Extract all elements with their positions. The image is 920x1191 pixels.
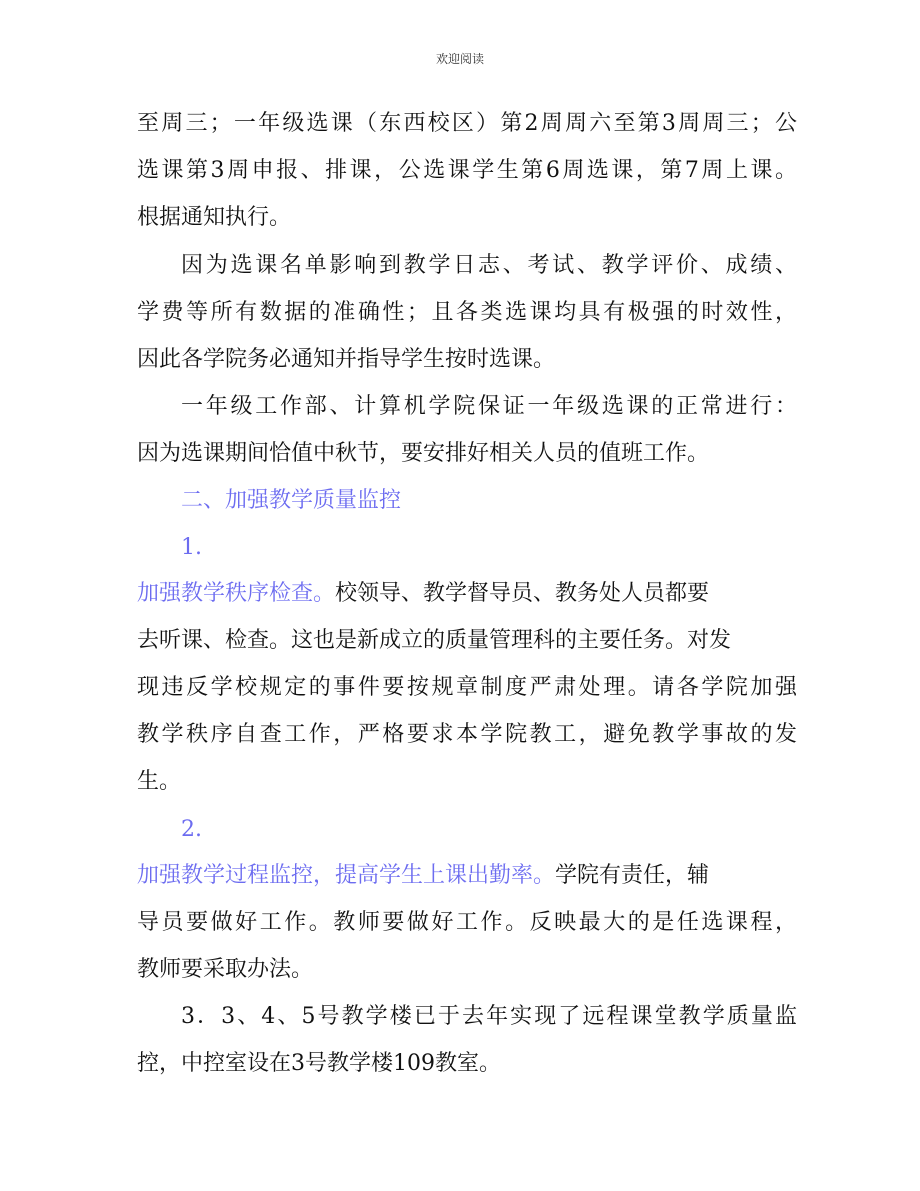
section-heading-2: 二、加强教学质量监控 [181, 488, 402, 513]
item-3-line-1: 3．3、4、5号教学楼已于去年实现了远程课堂教学质量监 [181, 1004, 797, 1029]
paragraph-1-line-1: 至周三；一年级选课（东西校区）第2周周六至第3周周三；公 [137, 111, 797, 136]
item-3-line-2: 控，中控室设在3号教学楼109教室。 [137, 1051, 501, 1076]
item-1-line-3: 现违反学校规定的事件要按规章制度严肃处理。请各学院加强 [137, 675, 797, 700]
item-2-number: 2. [181, 817, 202, 842]
item-1-line-5: 生。 [137, 769, 182, 794]
item-2-line-3: 教师要采取办法。 [137, 957, 314, 982]
item-1-title: 加强教学秩序检查。 [137, 581, 336, 606]
page-header: 欢迎阅读 [435, 52, 484, 66]
item-1-line-4: 教学秩序自查工作，严格要求本学院教工，避免教学事故的发 [137, 722, 797, 747]
item-2-line-1: 加强教学过程监控，提高学生上课出勤率。学院有责任，辅 [137, 863, 710, 888]
paragraph-3-line-2: 因为选课期间恰值中秋节，要安排好相关人员的值班工作。 [137, 441, 710, 466]
item-2-line-2: 导员要做好工作。教师要做好工作。反映最大的是任选课程， [137, 910, 797, 935]
paragraph-1-line-3: 根据通知执行。 [137, 205, 292, 230]
paragraph-2-line-2: 学费等所有数据的准确性；且各类选课均具有极强的时效性， [137, 300, 797, 325]
item-1-number: 1. [181, 535, 202, 560]
item-1-line-1: 加强教学秩序检查。校领导、教学督导员、教务处人员都要 [137, 581, 710, 606]
paragraph-2-line-3: 因此各学院务必通知并指导学生按时选课。 [137, 347, 556, 372]
paragraph-2-line-1: 因为选课名单影响到教学日志、考试、教学评价、成绩、 [181, 253, 797, 278]
item-2-title: 加强教学过程监控，提高学生上课出勤率。 [137, 863, 556, 888]
item-1-line-2: 去听课、检查。这也是新成立的质量管理科的主要任务。对发 [137, 628, 732, 653]
paragraph-1-line-2: 选课第3周申报、排课，公选课学生第6周选课，第7周上课。 [137, 158, 797, 183]
paragraph-3-line-1: 一年级工作部、计算机学院保证一年级选课的正常进行： [181, 394, 797, 419]
